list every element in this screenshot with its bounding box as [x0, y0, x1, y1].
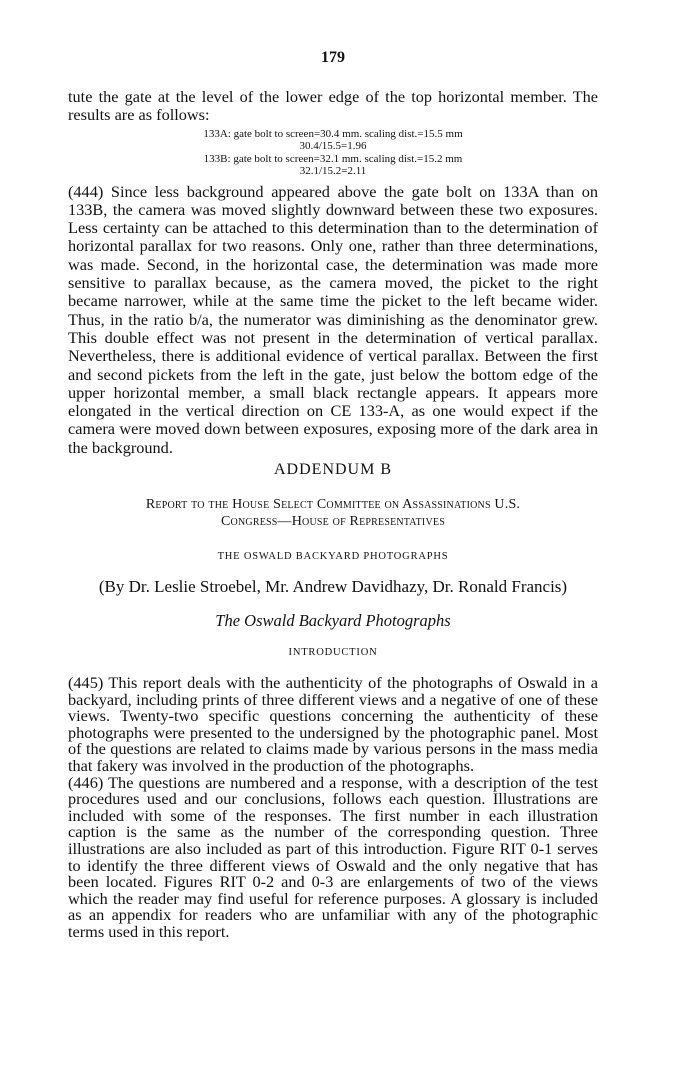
report-title [68, 496, 598, 530]
page-number: 179 [321, 49, 345, 66]
measurement-133b: 133B: gate bolt to screen=32.1 mm. scaling dist.=15.2 mm [203, 152, 463, 165]
paragraph-444: (444) Since less background appeared above the gate bolt on 133A than on 133B, the camera was moved slightly downward between these two exposures. Less certainty can be attached to this determination than to the determination of horizontal parallax for two reasons. Only one, rather than three determinations, was made. Second, in the horizontal case, the determination was made more sensitive to parallax because, as the camera moved, the picket to the right became narrower, while at the same time the picket to the left became wider. Thus, in the ratio b/a, the numerator was diminishing as the denominator grew. This double effect was not present in the determination of vertical parallax. Nevertheless, there is additional evidence of vertical parallax. Between the first and second pickets from the left in the gate, just below the bottom edge of the upper horizontal member, a small black rectangle appears. It appears more elongated in the vertical direction on CE 133-A, as one would expect if the camera were moved down between exposures, exposing more of the dark area in the background. [68, 181, 598, 457]
addendum-heading: ADDENDUM B [274, 461, 392, 479]
section-caption: THE OSWALD BACKYARD PHOTOGRAPHS [217, 551, 449, 563]
report-subtitle: The Oswald Backyard Photographs [215, 611, 451, 631]
paragraph-continuation: tute the gate at the level of the lower edge of the top horizontal member. The results are as follows: [68, 87, 598, 125]
report-title-line-2: Congress—House of Representatives [221, 514, 445, 530]
measurement-133a: 133A: gate bolt to screen=30.4 mm. scaling dist.=15.5 mm [203, 127, 463, 140]
introduction-heading: INTRODUCTION [288, 647, 378, 659]
paragraph-446: (446) The questions are numbered and a response, with a description of the test procedures used and our conclusions, follows each question. Illustrations are included with some of the responses. The first number in each illustration caption is the same as the number of the corresponding question. Three illustrations are also included as part of this introduction. Figure RIT 0-1 serves to identify the three different views of Oswald and the only negative that has been located. Figures RIT 0-2 and 0-3 are enlargements of two of the views which the reader may find useful for reference purposes. A glossary is included as an appendix for readers who are unfamiliar with any of the photographic terms used in this report. [68, 772, 598, 941]
document-page [68, 48, 598, 941]
measurement-results [68, 128, 598, 178]
paragraph-445: (445) This report deals with the authenticity of the photographs of Oswald in a backyard, including prints of three different views and a negative of one of these views. Twenty-two specific questions concerning the authenticity of these photographs were presented to the undersigned by the photographic panel. Most of the questions are related to claims made by various persons in the mass media that fakery was involved in the production of the photographs. [68, 673, 598, 776]
authors-line: (By Dr. Leslie Stroebel, Mr. Andrew Davidhazy, Dr. Ronald Francis) [98, 577, 568, 597]
ratio-133b: 32.1/15.2=2.11 [299, 165, 367, 178]
ratio-133a: 30.4/15.5=1.96 [299, 140, 367, 153]
report-title-line-1: Report to the House Select Committee on Assassinations U.S. [145, 497, 521, 513]
